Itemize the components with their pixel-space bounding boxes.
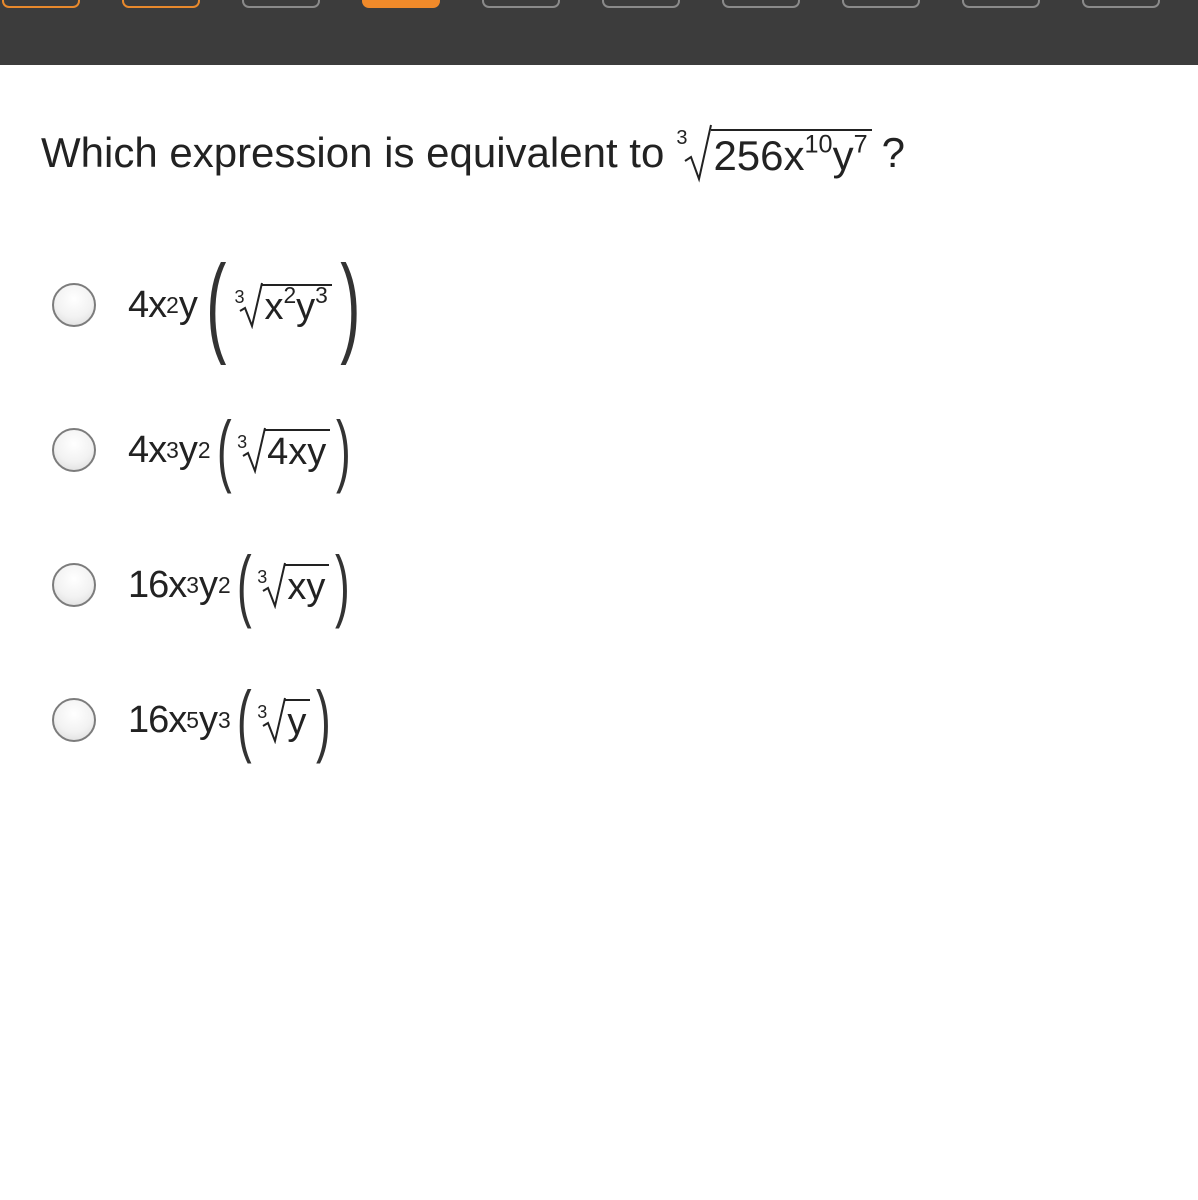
radicand-term: y (832, 132, 854, 179)
option-coefficient: 16x (128, 563, 187, 606)
question-nav-button[interactable] (122, 0, 200, 8)
option-term: y (178, 428, 198, 471)
answer-option[interactable] (52, 405, 357, 495)
question-nav-button[interactable] (602, 0, 680, 8)
radical-index: 3 (257, 702, 268, 722)
radio-button[interactable] (52, 698, 96, 742)
option-radical (237, 426, 330, 474)
radicand: y (285, 699, 310, 741)
radicand-term: y (296, 286, 316, 328)
option-term: y (198, 698, 218, 741)
question-radical-expression (676, 123, 871, 183)
option-coefficient: 4x (128, 428, 167, 471)
option-coefficient: 16x (128, 698, 187, 741)
option-expression: 4x 2 y ( 3 $x^2y^3$ ) (128, 243, 361, 366)
question-nav-button[interactable] (482, 0, 560, 8)
question-mark: ? (881, 129, 905, 176)
question-prompt (41, 118, 905, 188)
exponent: 7 (853, 130, 868, 159)
radio-button[interactable] (52, 428, 96, 472)
radical-sign-icon (238, 281, 264, 329)
option-radical (257, 696, 310, 744)
radicand: 4xy (265, 429, 330, 471)
radical-index: 3 (237, 432, 248, 452)
question-text: Which expression is equivalent to (41, 129, 665, 176)
question-nav-button[interactable] (962, 0, 1040, 8)
option-coefficient: 4x (128, 283, 167, 326)
right-paren: ) (336, 405, 351, 494)
radical-index: 3 (676, 127, 688, 149)
question-nav-button[interactable] (722, 0, 800, 8)
radio-button[interactable] (52, 283, 96, 327)
exponent: 3 (315, 282, 328, 309)
left-paren: ( (236, 540, 252, 629)
left-paren: ( (206, 243, 227, 366)
option-radical (257, 561, 329, 609)
answer-option[interactable] (52, 675, 337, 765)
radical-sign-icon (241, 426, 267, 474)
radicand (262, 284, 331, 326)
current-question-nav-button[interactable] (362, 0, 440, 8)
radical-sign-icon (261, 696, 287, 744)
question-nav-button[interactable] (2, 0, 80, 8)
radicand (711, 129, 871, 177)
option-expression: 16x 3 y 2 ( 3 xy ) (128, 540, 350, 629)
option-radical (234, 281, 331, 329)
option-term: y (178, 283, 198, 326)
option-expression: 16x 5 y 3 ( 3 y ) (128, 675, 331, 764)
exponent: 10 (804, 130, 833, 159)
question-nav-button[interactable] (1082, 0, 1160, 8)
answer-option[interactable] (52, 243, 369, 366)
radicand-term: 256x (713, 132, 805, 179)
right-paren: ) (316, 675, 331, 764)
radical-sign-icon (683, 123, 713, 183)
right-paren: ) (340, 243, 361, 366)
answer-option[interactable] (52, 540, 356, 630)
radical-index: 3 (257, 567, 268, 587)
radical-sign-icon (261, 561, 287, 609)
left-paren: ( (216, 405, 232, 494)
radicand: xy (285, 564, 329, 606)
question-nav-button[interactable] (242, 0, 320, 8)
left-paren: ( (236, 675, 252, 764)
radio-button[interactable] (52, 563, 96, 607)
radicand-term: x (264, 286, 284, 328)
option-expression: 4x 3 y 2 ( 3 4xy ) (128, 405, 351, 494)
question-nav-button[interactable] (842, 0, 920, 8)
question-navigation-bar (0, 0, 1198, 65)
exponent: 2 (283, 282, 297, 309)
option-term: y (198, 563, 218, 606)
right-paren: ) (335, 540, 350, 629)
radical-index: 3 (234, 287, 245, 307)
